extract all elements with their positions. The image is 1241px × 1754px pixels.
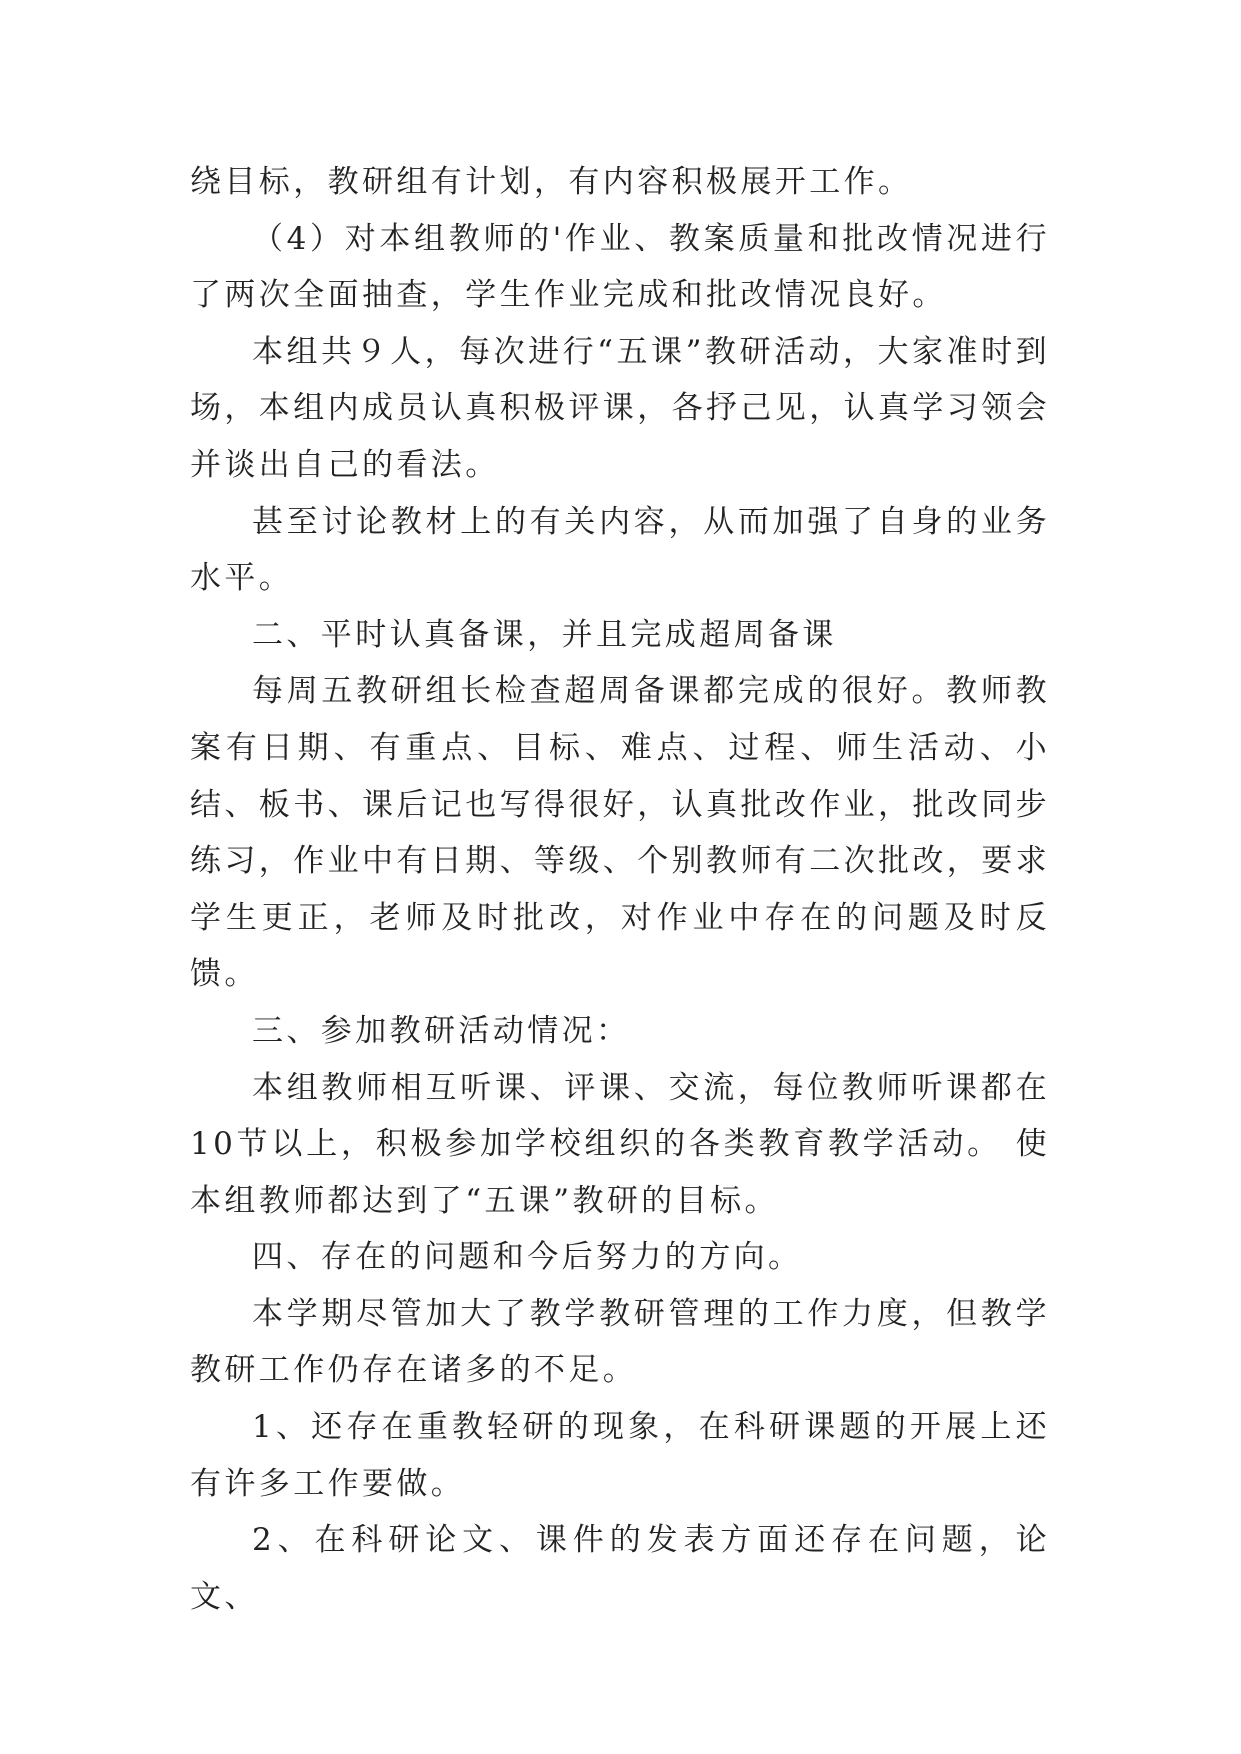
section-heading-4: 四、存在的问题和今后努力的方向。 <box>252 1239 803 1276</box>
paragraph-shortcomings: 本学期尽管加大了教学教研管理的工作力度，但教学教研工作仍存在诸多的不足。 <box>190 1295 1050 1389</box>
paragraph-item-4: （4）对本组教师的'作业、教案质量和批改情况进行了两次全面抽查，学生作业完成和批改情况良好。 <box>190 220 1050 314</box>
list-item-2: 2、在科研论文、课件的发表方面还存在问题，论文、 <box>190 1522 1050 1615</box>
section-heading-2: 二、平时认真备课，并且完成超周备课 <box>252 616 837 653</box>
section-heading-3: 三、参加教研活动情况： <box>252 1012 631 1049</box>
paragraph-discussion: 甚至讨论教材上的有关内容，从而加强了自身的业务水平。 <box>190 503 1050 597</box>
paragraph-continuation: 绕目标，教研组有计划，有内容积极展开工作。 <box>190 164 913 200</box>
paragraph-lesson-prep: 每周五教研组长检查超周备课都完成的很好。教师教案有日期、有重点、目标、难点、过程、师生活动、小结、板书、课后记也写得很好，认真批改作业，批改同步练习，作业中有日期、等级、个别教师有二次批改，要求学生更正，老师及时批改，对作业中存在的问题及时反馈。 <box>190 673 1050 993</box>
list-item-1: 1、还存在重教轻研的现象，在科研课题的开展上还有许多工作要做。 <box>190 1409 1050 1502</box>
document-body <box>190 154 1050 1625</box>
paragraph-activities: 本组教师相互听课、评课、交流，每位教师听课都在10节以上，积极参加学校组织的各类教育教学活动。 使本组教师都达到了“五课”教研的目标。 <box>190 1069 1050 1219</box>
paragraph-group-members: 本组共９人，每次进行“五课”教研活动，大家准时到场，本组内成员认真积极评课，各抒己见，认真学习领会并谈出自己的看法。 <box>190 333 1050 483</box>
